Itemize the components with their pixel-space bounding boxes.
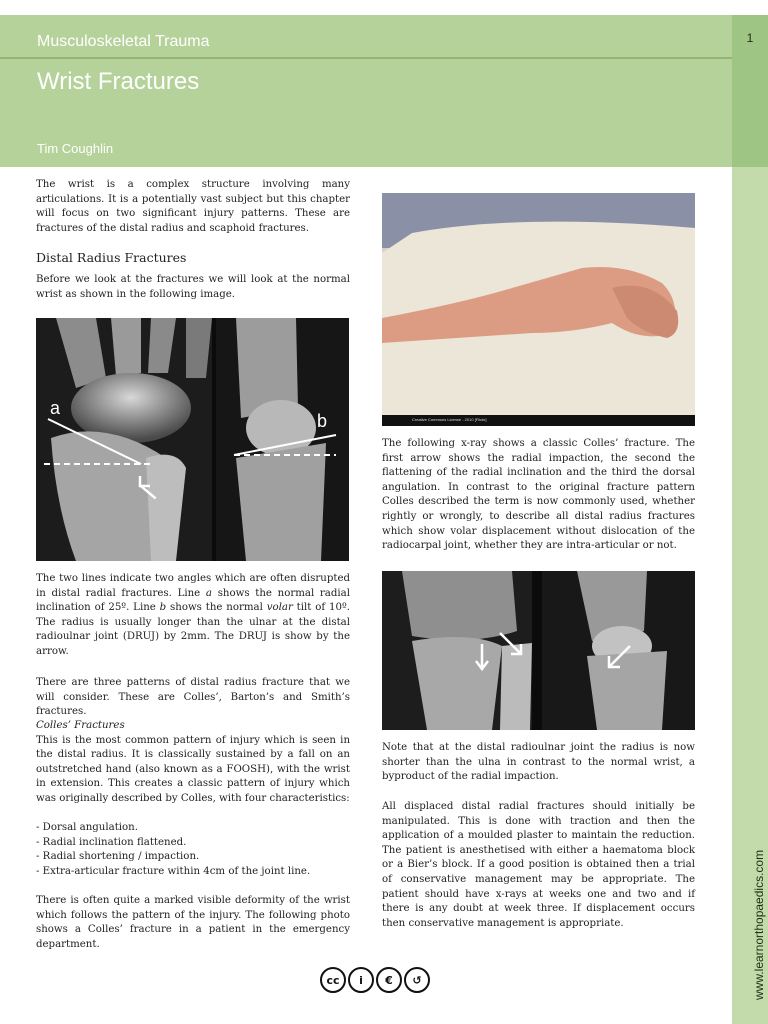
- section-heading: Distal Radius Fractures: [36, 250, 187, 265]
- intro-paragraph: [36, 178, 350, 236]
- normal-wrist-xray: [36, 318, 349, 561]
- deformity-paragraph: [36, 894, 350, 952]
- deformity-text: There is often quite a marked visible deformity of the wrist which follows the pattern of the injury. The following photo shows a Colles’ fracture in a patient in the emergency department.: [36, 895, 350, 950]
- angles-paragraph: [36, 572, 350, 660]
- colles-xray-paragraph: [382, 437, 695, 554]
- intro-text: The wrist is a complex structure involving many articulations. It is a potentially vast subject but this chapter will focus on two significant injury patterns. These are fractures of the distal radius and scaphoid fractures.: [36, 179, 350, 234]
- patterns-paragraph: [36, 676, 350, 720]
- noncommercial-icon: €: [376, 967, 402, 993]
- management-text: All displaced distal radial fractures should initially be manipulated. This is done with traction and then the application of a moulded plaster to maintain the reduction. The patient is anesthetised with either a haematoma block or a Bier’s block. If a good position is obtained then a trial of conservative management may be appropriate. The patient should have x-rays at weeks one and two and if there is any doubt at week three. If displacement occurs then conservative management is appropriate.: [382, 801, 695, 929]
- characteristics-list: [36, 821, 350, 879]
- share-alike-icon: ↺: [404, 967, 430, 993]
- label-a: a: [50, 398, 61, 418]
- druj-note-paragraph: [382, 741, 695, 785]
- angles-text: The two lines indicate two angles which are often disrupted in distal radial fractures. Line a shows the normal radial inclination of 25º. Line b shows the normal volar tilt of 10º. The radius is usually longer than the ulnar at the distal radioulnar joint (DRUJ) by 2mm. The DRUJ is show by the arrow.: [36, 573, 350, 657]
- attribution-icon: i: [348, 967, 374, 993]
- normal-wrist-intro: [36, 273, 350, 302]
- label-b: b: [317, 411, 328, 431]
- header-divider: [0, 57, 732, 59]
- series-title: Musculoskeletal Trauma: [37, 33, 210, 50]
- colles-section: [36, 719, 350, 807]
- cc-icon: cc: [320, 967, 346, 993]
- author-name: Tim Coughlin: [37, 141, 114, 156]
- list-item: - Radial shortening / impaction.: [36, 851, 200, 863]
- website-url[interactable]: www.learnorthopaedics.com: [752, 849, 766, 1000]
- photo-credit: Creative Commons License - 2010 [Flickr]: [412, 417, 487, 422]
- colles-body: This is the most common pattern of injury which is seen in the distal radius. It is classically sustained by a fall on an outstretched hand (also known as a FOOSH), with the wrist in extension. This creates a classic pattern of injury which was originally described by Colles, with four characteristics:: [36, 734, 350, 804]
- chapter-title: Wrist Fractures: [37, 68, 200, 95]
- colles-fracture-xray: [382, 571, 695, 730]
- list-item: - Dorsal angulation.: [36, 822, 138, 833]
- list-item: - Radial inclination flattened.: [36, 836, 187, 848]
- colles-heading: Colles’ Fractures: [36, 720, 125, 731]
- chapter-header: [0, 15, 732, 167]
- druj-note-text: Note that at the distal radioulnar joint the radius is now shorter than the ulna in contrast to the normal wrist, a byproduct of the radial impaction.: [382, 742, 695, 783]
- list-item: - Extra-articular fracture within 4cm of the joint line.: [36, 865, 311, 877]
- top-margin: [0, 0, 768, 15]
- distal-radius-section: [36, 251, 350, 266]
- colles-deformity-photo: [382, 193, 695, 426]
- patterns-text: There are three patterns of distal radius fracture that we will consider. These are Colles’, Barton’s and Smith’s fractures.: [36, 677, 350, 718]
- colles-xray-text: The following x-ray shows a classic Colles’ fracture. The first arrow shows the radial impaction, the second the flattening of the radial inclination and the third the dorsal angulation. In contrast to the original fracture pattern Colles described the term is now commonly used, whether rightly or wrongly, to describe all distal radius fractures which show volar displacement without dislocation of the radiocarpal joint, whether they are intra-articular or not.: [382, 438, 695, 552]
- normal-wrist-text: Before we look at the fractures we will look at the normal wrist as shown in the following image.: [36, 274, 350, 300]
- license-badges[interactable]: [320, 967, 430, 993]
- management-paragraph: [382, 800, 695, 931]
- page-number: 1: [746, 31, 754, 45]
